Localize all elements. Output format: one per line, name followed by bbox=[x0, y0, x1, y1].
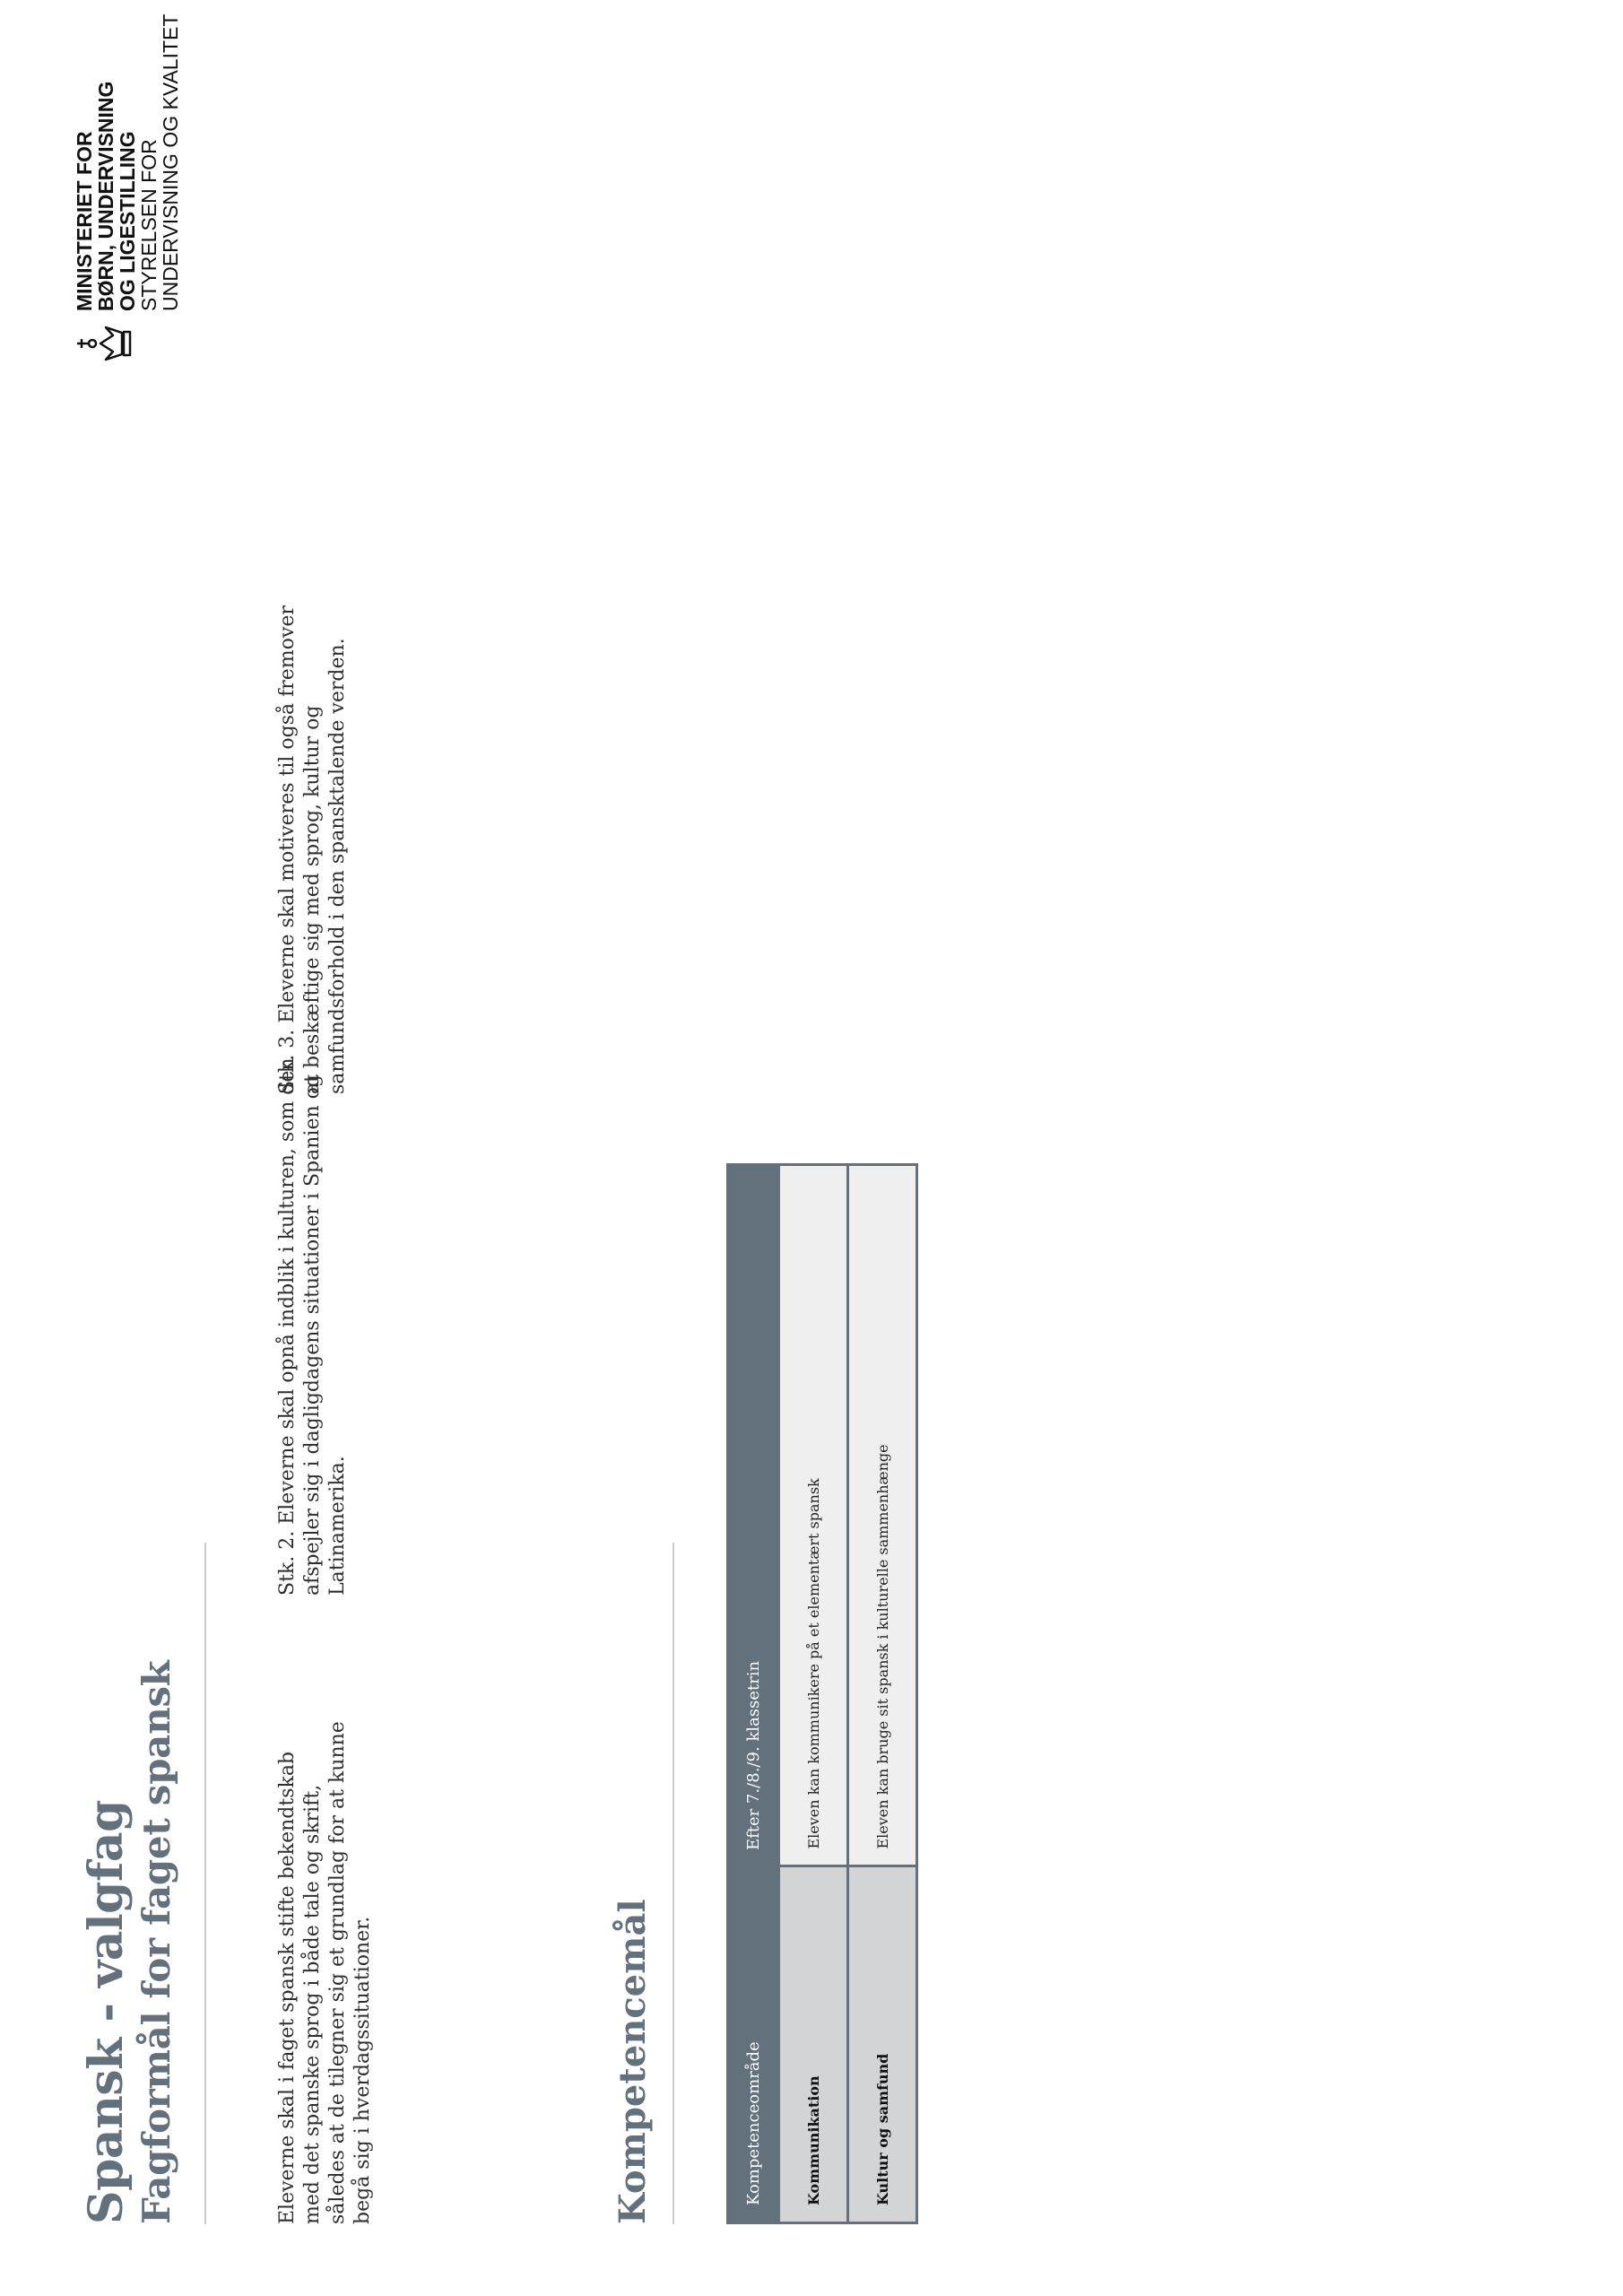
section-title: Kompetencemål bbox=[612, 1899, 654, 2224]
divider bbox=[204, 1543, 206, 2224]
logo-text-line: MINISTERIET FOR bbox=[73, 131, 96, 311]
competence-table bbox=[726, 1163, 918, 2224]
divider bbox=[673, 1543, 674, 2224]
table-header-area: Kompetenceområde bbox=[728, 1866, 779, 2223]
page-title: Spansk - valgfag bbox=[79, 1800, 134, 2224]
table-row bbox=[779, 1165, 848, 2223]
purpose-paragraph-2: Stk. 2. Eleverne skal opnå indblik i kulturen, som den afspejler sig i dagligdagens situationer i Spanien og Latinamerika. bbox=[276, 1057, 349, 1596]
competence-area-cell: Kommunikation bbox=[779, 1866, 848, 2223]
logo-text-line: OG LIGESTILLING bbox=[116, 131, 139, 311]
table-header-row bbox=[728, 1165, 779, 2223]
competence-goal-cell: Eleven kan bruge sit spansk i kulturelle sammenhænge bbox=[848, 1165, 917, 1867]
table-header-grade: Efter 7./8./9. klassetrin bbox=[728, 1165, 779, 1867]
table-row bbox=[848, 1165, 917, 2223]
ministry-logo bbox=[65, 13, 289, 363]
purpose-paragraph-3: Stk. 3. Eleverne skal motiveres til også fremover at beskæftige sig med sprog, kultur og samfundsforhold i den spansktalende verden. bbox=[276, 605, 349, 1094]
competence-goal-cell: Eleven kan kommunikere på et elementært spansk bbox=[779, 1165, 848, 1867]
logo-text-line: UNDERVISNING OG KVALITET bbox=[159, 13, 182, 311]
logo-text-line: STYRELSEN FOR bbox=[137, 139, 161, 311]
crown-icon bbox=[75, 324, 138, 363]
logo-text-line: BØRN, UNDERVISNING bbox=[94, 81, 117, 311]
page-subtitle: Fagformål for faget spansk bbox=[135, 1660, 178, 2224]
competence-area-cell: Kultur og samfund bbox=[848, 1866, 917, 2223]
purpose-paragraph-1: Eleverne skal i faget spansk stifte bekendtskab med det spanske sprog i både tale og skrift, således at de tilegner sig et grundlag for at kunne begå sig i hverdagssituationer. bbox=[276, 1721, 374, 2224]
